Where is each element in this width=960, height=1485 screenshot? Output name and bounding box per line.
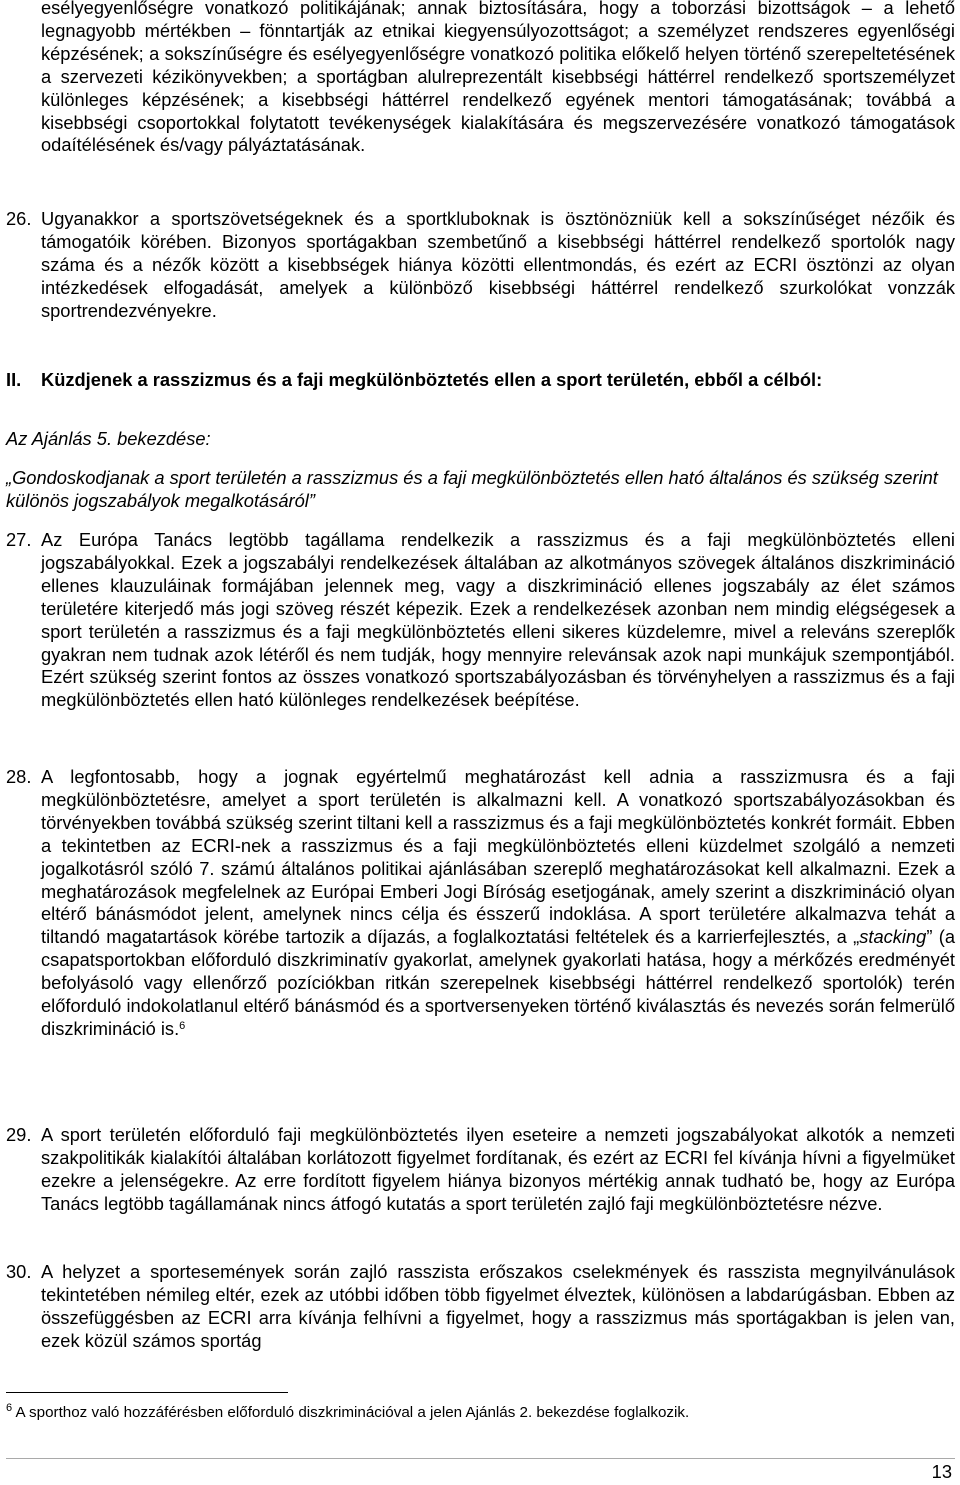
paragraph-number: 28. — [6, 766, 32, 787]
recommendation-quote: „Gondoskodjanak a sport területén a rasszizmus és a faji megkülönböztetés ellen ható általános és szükség szerint különös jogszabályok megalkotásáról” — [6, 467, 938, 511]
paragraph-number: 27. — [6, 529, 32, 550]
paragraph-text — [41, 766, 955, 1041]
paragraph-text: Az Európa Tanács legtöbb tagállama rendelkezik a rasszizmus és a faji megkülönböztetés elleni jogszabályokkal. Ezek a jogszabályi rendelkezések általában az alkotmányos szövegek általános diszkrimináció ellenes klauzuláinak formájában jelennek meg, vagy a diszkrimináció ellenes jogszabály az élet számos területére kiterjedő más jogi szöveg részét képezik. Ezek a rendelkezések azonban nem mindig elégségesek a sport területén a rasszizmus és a faji megkülönböztetés elleni sikeres küzdelemre, mivel a releváns szereplők gyakran nem tudnak azok létéről és nem tudják, hogy mennyire relevánsak azok napi munkájuk szempontjából. Ezért szükség szerint fontos az összes vonatkozó sportszabályozásban és törvényhelyen a rasszizmus és a faji megkülönböztetés ellen ható különleges rendelkezések beépítése. — [41, 529, 955, 711]
section-number: II. — [6, 369, 22, 390]
stacking-term: stacking — [859, 926, 927, 948]
paragraph-text: A helyzet a sportesemények során zajló rasszista erőszakos cselekmények és rasszista megnyilvánulások tekintetében némileg eltér, ezek az utóbbi időben több figyelmet élveztek, különösen a labdarúgásban. Ebben az összefüggésben az ECRI arra kívánja felhívni a figyelmet, hogy a rasszizmus más sportágakban is jelen van, ezek közül számos sportág — [41, 1261, 955, 1351]
paragraph-text-part: ” (a csapatsportokban előforduló diszkriminatív gyakorlat, amelynek gyakorlati hatása, hogy a mérkőzés eredményét befolyásoló vagy ellenőrző pozíciókban ritkán szerepelnek kisebbségi háttérrel rendelkező sportolók) terén előforduló indokolatlanul eltérő bánásmód és a sportversenyeken történő kiválasztás és nevezés során felmerülő diszkrimináció is. — [41, 926, 956, 1039]
paragraph-27 — [6, 529, 955, 712]
section-title: Küzdjenek a rasszizmus és a faji megkülönböztetés ellen a sport területén, ebből a célból: — [41, 369, 823, 390]
section-heading — [6, 369, 955, 392]
footnote-number: 6 — [6, 1402, 13, 1414]
page-number: 13 — [931, 1461, 952, 1482]
paragraph-number: 30. — [6, 1261, 32, 1282]
paragraph-29 — [6, 1124, 955, 1216]
paragraph-30 — [6, 1261, 955, 1353]
footnote-divider — [6, 1392, 288, 1393]
footnote — [6, 1403, 955, 1423]
continued-paragraph: esélyegyenlőségre vonatkozó politikájának; annak biztosítására, hogy a toborzási bizottságok – a lehető legnagyobb mértékben – fönntartják az etnikai kiegyensúlyozottságot; a személyzet rendszeres egyenlőségi képzésének; a sokszínűségre és esélyegyenlőségre vonatkozó politika előkelő helyen történő szerepeltetésének a szervezeti kézikönyvekben; a sportágban alulreprezentált kisebbségi háttérrel rendelkező sportszemélyzet különleges képzésének; a kisebbségi háttérrel rendelkező egyének mentori támogatásának; továbbá a kisebbségi csoportokkal folytatott tevékenységek kialakítására és megszervezésére vonatkozó támogatások odaítélésének és/vagy pályáztatásának. — [41, 0, 955, 156]
footnote-reference[interactable]: 6 — [179, 1019, 186, 1032]
paragraph-number: 29. — [6, 1124, 32, 1145]
paragraph-number: 26. — [6, 208, 32, 229]
paragraph-text-part: A legfontosabb, hogy a jognak egyértelmű meghatározást kell adnia a rasszizmusra és a faji megkülönböztetésre, amelyet a sport területén is alkalmazni kell. A vonatkozó sportszabályozásokban és törvényekben továbbá szükség szerint tiltani kell a rasszizmus és a faji megkülönböztetés konkrét formáit. Ebben a tekintetben az ECRI-nek a rasszizmus és a faji megkülönböztetés elleni küzdelmet szolgáló a nemzeti jogalkotásról szóló 7. számú általános politikai ajánlásában szereplő meghatározásokat kell alkalmazni. Ezek a meghatározások megfelelnek az Európai Emberi Jogi Bíróság esetjogának, amely szerint a diszkrimináció olyan eltérő bánásmódot jelent, amelynek nincs célja és ésszerű indoklása. A sport területére alkalmazva tehát a tiltandó magatartások körébe tartozik a díjazás, a foglalkoztatási feltételek és a karrierfejlesztés, a „ — [41, 766, 955, 948]
page-footer-divider — [6, 1458, 955, 1459]
paragraph-28 — [6, 766, 955, 1041]
footnote-text: A sporthoz való hozzáférésben előforduló diszkriminációval a jelen Ajánlás 2. bekezdése foglalkozik. — [15, 1404, 690, 1421]
paragraph-text: A sport területén előforduló faji megkülönböztetés ilyen eseteire a nemzeti jogszabályokat alkotók a nemzeti szakpolitikák kialakítói általában korlátozott figyelmet fordítanak, és ezért az ECRI fel kívánja hívni a figyelmüket ezekre a jelenségekre. Az erre fordított figyelem hiánya bizonyos mértékig annak tudható be, hogy az Európa Tanács legtöbb tagállamának nincs átfogó kutatás a sport területén zajló faji megkülönböztetésre nézve. — [41, 1124, 955, 1214]
paragraph-26 — [6, 208, 955, 323]
paragraph-text: Ugyanakkor a sportszövetségeknek és a sportkluboknak is ösztönözniük kell a sokszínűséget nézőik és támogatóik körében. Bizonyos sportágakban szembetűnő a kisebbségi háttérrel rendelkező sportolók nagy száma és a nézők között a kisebbségek hiánya közötti ellentmondás, és ezért az ECRI ösztönzi az olyan intézkedések elfogadását, amelyek a különböző kisebbségi háttérrel rendelkező szurkolókat vonzzák sportrendezvényekre. — [41, 208, 955, 321]
recommendation-subheading: Az Ajánlás 5. bekezdése: — [6, 428, 211, 449]
